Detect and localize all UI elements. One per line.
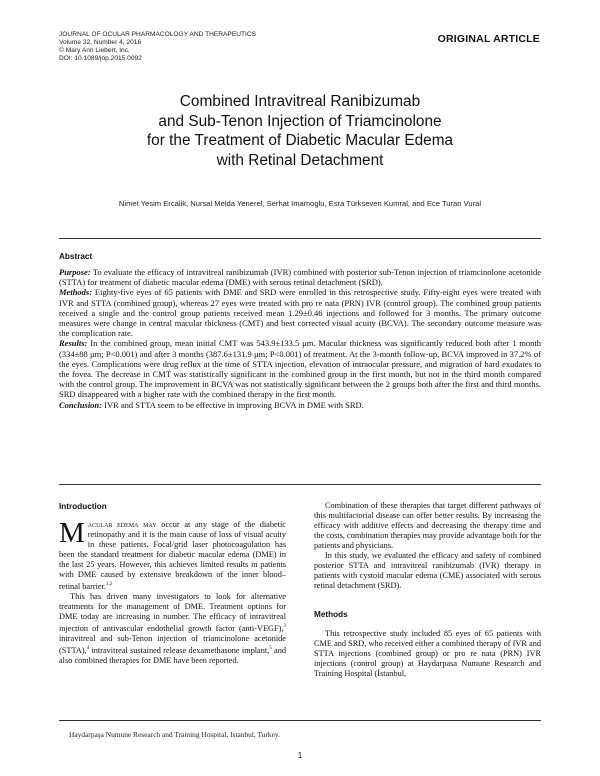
author-list: Nimet Yesim Ercalik, Nursal Melda Yenerel, Serhat Imamoglu, Esra Türkseven Kumral, and Ece Turan Vural bbox=[118, 199, 482, 208]
title-line: Combined Intravitreal Ranibizumab bbox=[179, 93, 421, 110]
abstract-methods: Methods: Eighty-five eyes of 65 patients with DME and SRD were enrolled in this retrospective study. Fifty-eight eyes were treated with IVR and STTA (combined group), whereas 27 eyes were treated with pro re nata (PRN) IVR (control group). The combined group patients received a single and the control group patients received mean 1.29±0.46 injections and followed for 3 months. The primary outcome measures were change in central macular thickness (CMT) and best corrected visual acuity (BCVA). The secondary outcome measure was the complication rate. bbox=[59, 287, 542, 339]
reference-marker: 3 bbox=[283, 624, 286, 630]
journal-volume: Volume 32, Number 4, 2016 bbox=[59, 39, 142, 47]
affiliation-footnote: Haydarpaşa Numune Research and Training Hospital, Istanbul, Turkey. bbox=[69, 730, 280, 739]
journal-info bbox=[59, 31, 256, 63]
page-number: 1 bbox=[297, 751, 303, 760]
purpose-label: Purpose: bbox=[59, 267, 91, 277]
methods-heading: Methods bbox=[314, 610, 348, 619]
right-column bbox=[314, 501, 541, 591]
left-column bbox=[59, 517, 286, 666]
abstract-body bbox=[59, 267, 541, 410]
conclusion-label: Conclusion: bbox=[59, 399, 102, 410]
article-type-label: ORIGINAL ARTICLE bbox=[437, 33, 540, 45]
article-title bbox=[60, 92, 540, 170]
divider-abstract bbox=[59, 484, 541, 485]
divider-top bbox=[59, 238, 541, 239]
abstract-purpose: Purpose: To evaluate the efficacy of intravitreal ranibizumab (IVR) combined with posterior sub-Tenon injection of triamcinolone acetonide (STTA) for treatment of diabetic macular edema (DME) with serous retinal detachment (SRD). bbox=[59, 267, 541, 288]
divider-footnote bbox=[59, 720, 541, 721]
methods-paragraph: This retrospective study included 85 eyes of 65 patients with CME and SRD, who received either a combined therapy of IVR and STTA injections (combined group) or pro re nata (PRN) IVR injections (control group) at Haydarpasa Numune Research and Training Hospital (İstanbul, bbox=[314, 629, 541, 679]
title-line: and Sub-Tenon Injection of Triamcinolone bbox=[158, 112, 442, 130]
doi-line: DOI: 10.1089/jop.2015.0092 bbox=[59, 55, 142, 63]
title-line: for the Treatment of Diabetic Macular Edema bbox=[146, 132, 454, 150]
introduction-heading: Introduction bbox=[59, 502, 107, 511]
intro-paragraph-4: In this study, we evaluated the efficacy and safety of combined posterior STTA and intravitreal ranibizumab (IVR) therapy in patients with cystoid macular edema (CME) associated with serous retinal detachment (SRD). bbox=[314, 551, 541, 591]
reference-marker: 5 bbox=[269, 646, 272, 652]
intro-paragraph-1: Macular edema may occur at any stage of the diabetic retinopathy and it is the main cause of loss of visual acuity in these patients. Focal/grid laser photocoagulation has been the standard treatment for diabetic macular edema (DME) in the last 25 years. However, this achieves limited results in patients with DME caused by extensive breakdown of the inner blood–retinal barrier.$^{1,2}$ bbox=[59, 517, 286, 592]
intro-paragraph-3: Combination of these therapies that target different pathways of this multifactorial disease can offer better results. By increasing the efficacy with additive effects and decreasing the therapy time and the costs, combination therapies may provide advantage both for the patients and physicians. bbox=[314, 501, 541, 551]
methods-column bbox=[314, 629, 541, 679]
abstract-heading: Abstract bbox=[59, 252, 93, 261]
drop-cap: M bbox=[59, 517, 85, 549]
results-label: Results: bbox=[59, 338, 88, 349]
intro-paragraph-2: This has driven many investigators to look for alternative treatments for the management of DME. Treatment options for DME today are increasing in number. The efficacy of intravitreal injection of antivascular endothelial growth factor (anti-VEGF),$^3$ intravitreal and sub-Tenon injection of triamcinolone acetonide (STTA),$^4$ intravitreal sustained release dexamethasone implant,$^5$ and also combined therapies for DME have been reported. bbox=[59, 592, 286, 665]
title-line: with Retinal Detachment bbox=[216, 151, 384, 169]
methods-label: Methods: bbox=[59, 287, 93, 298]
copyright-line: © Mary Ann Liebert, Inc. bbox=[59, 47, 130, 55]
reference-marker: 4 bbox=[86, 646, 90, 652]
journal-name: JOURNAL OF OCULAR PHARMACOLOGY AND THERAPEUTICS bbox=[59, 31, 256, 38]
abstract-conclusion: Conclusion: IVR and STTA seem to be effective in improving BCVA in DME with SRD. bbox=[59, 399, 364, 410]
abstract-results: Results: In the combined group, mean initial CMT was 543.9±133.5 μm. Macular thickness was significantly reduced both after 1 month (334±88 μm; P<0.001) and after 3 months (387.6±131.9 μm; P<0.001) of treatment. At the 3-month follow-up, BCVA improved in 37.2% of the eyes. Complications were drug reflux at the time of STTA injection, elevation of intraocular pressure, and migration of hard exudates to the fovea. The decrease in CMT was statistically significant in the combined group in the first month, but not in the third month compared with the control group. The improvement in BCVA was not statistically significant between the 2 groups both after the first and third months. SRD disappeared with a higher rate with the combined therapy in the first month. bbox=[59, 338, 542, 400]
reference-marker: 1,2 bbox=[106, 582, 113, 588]
